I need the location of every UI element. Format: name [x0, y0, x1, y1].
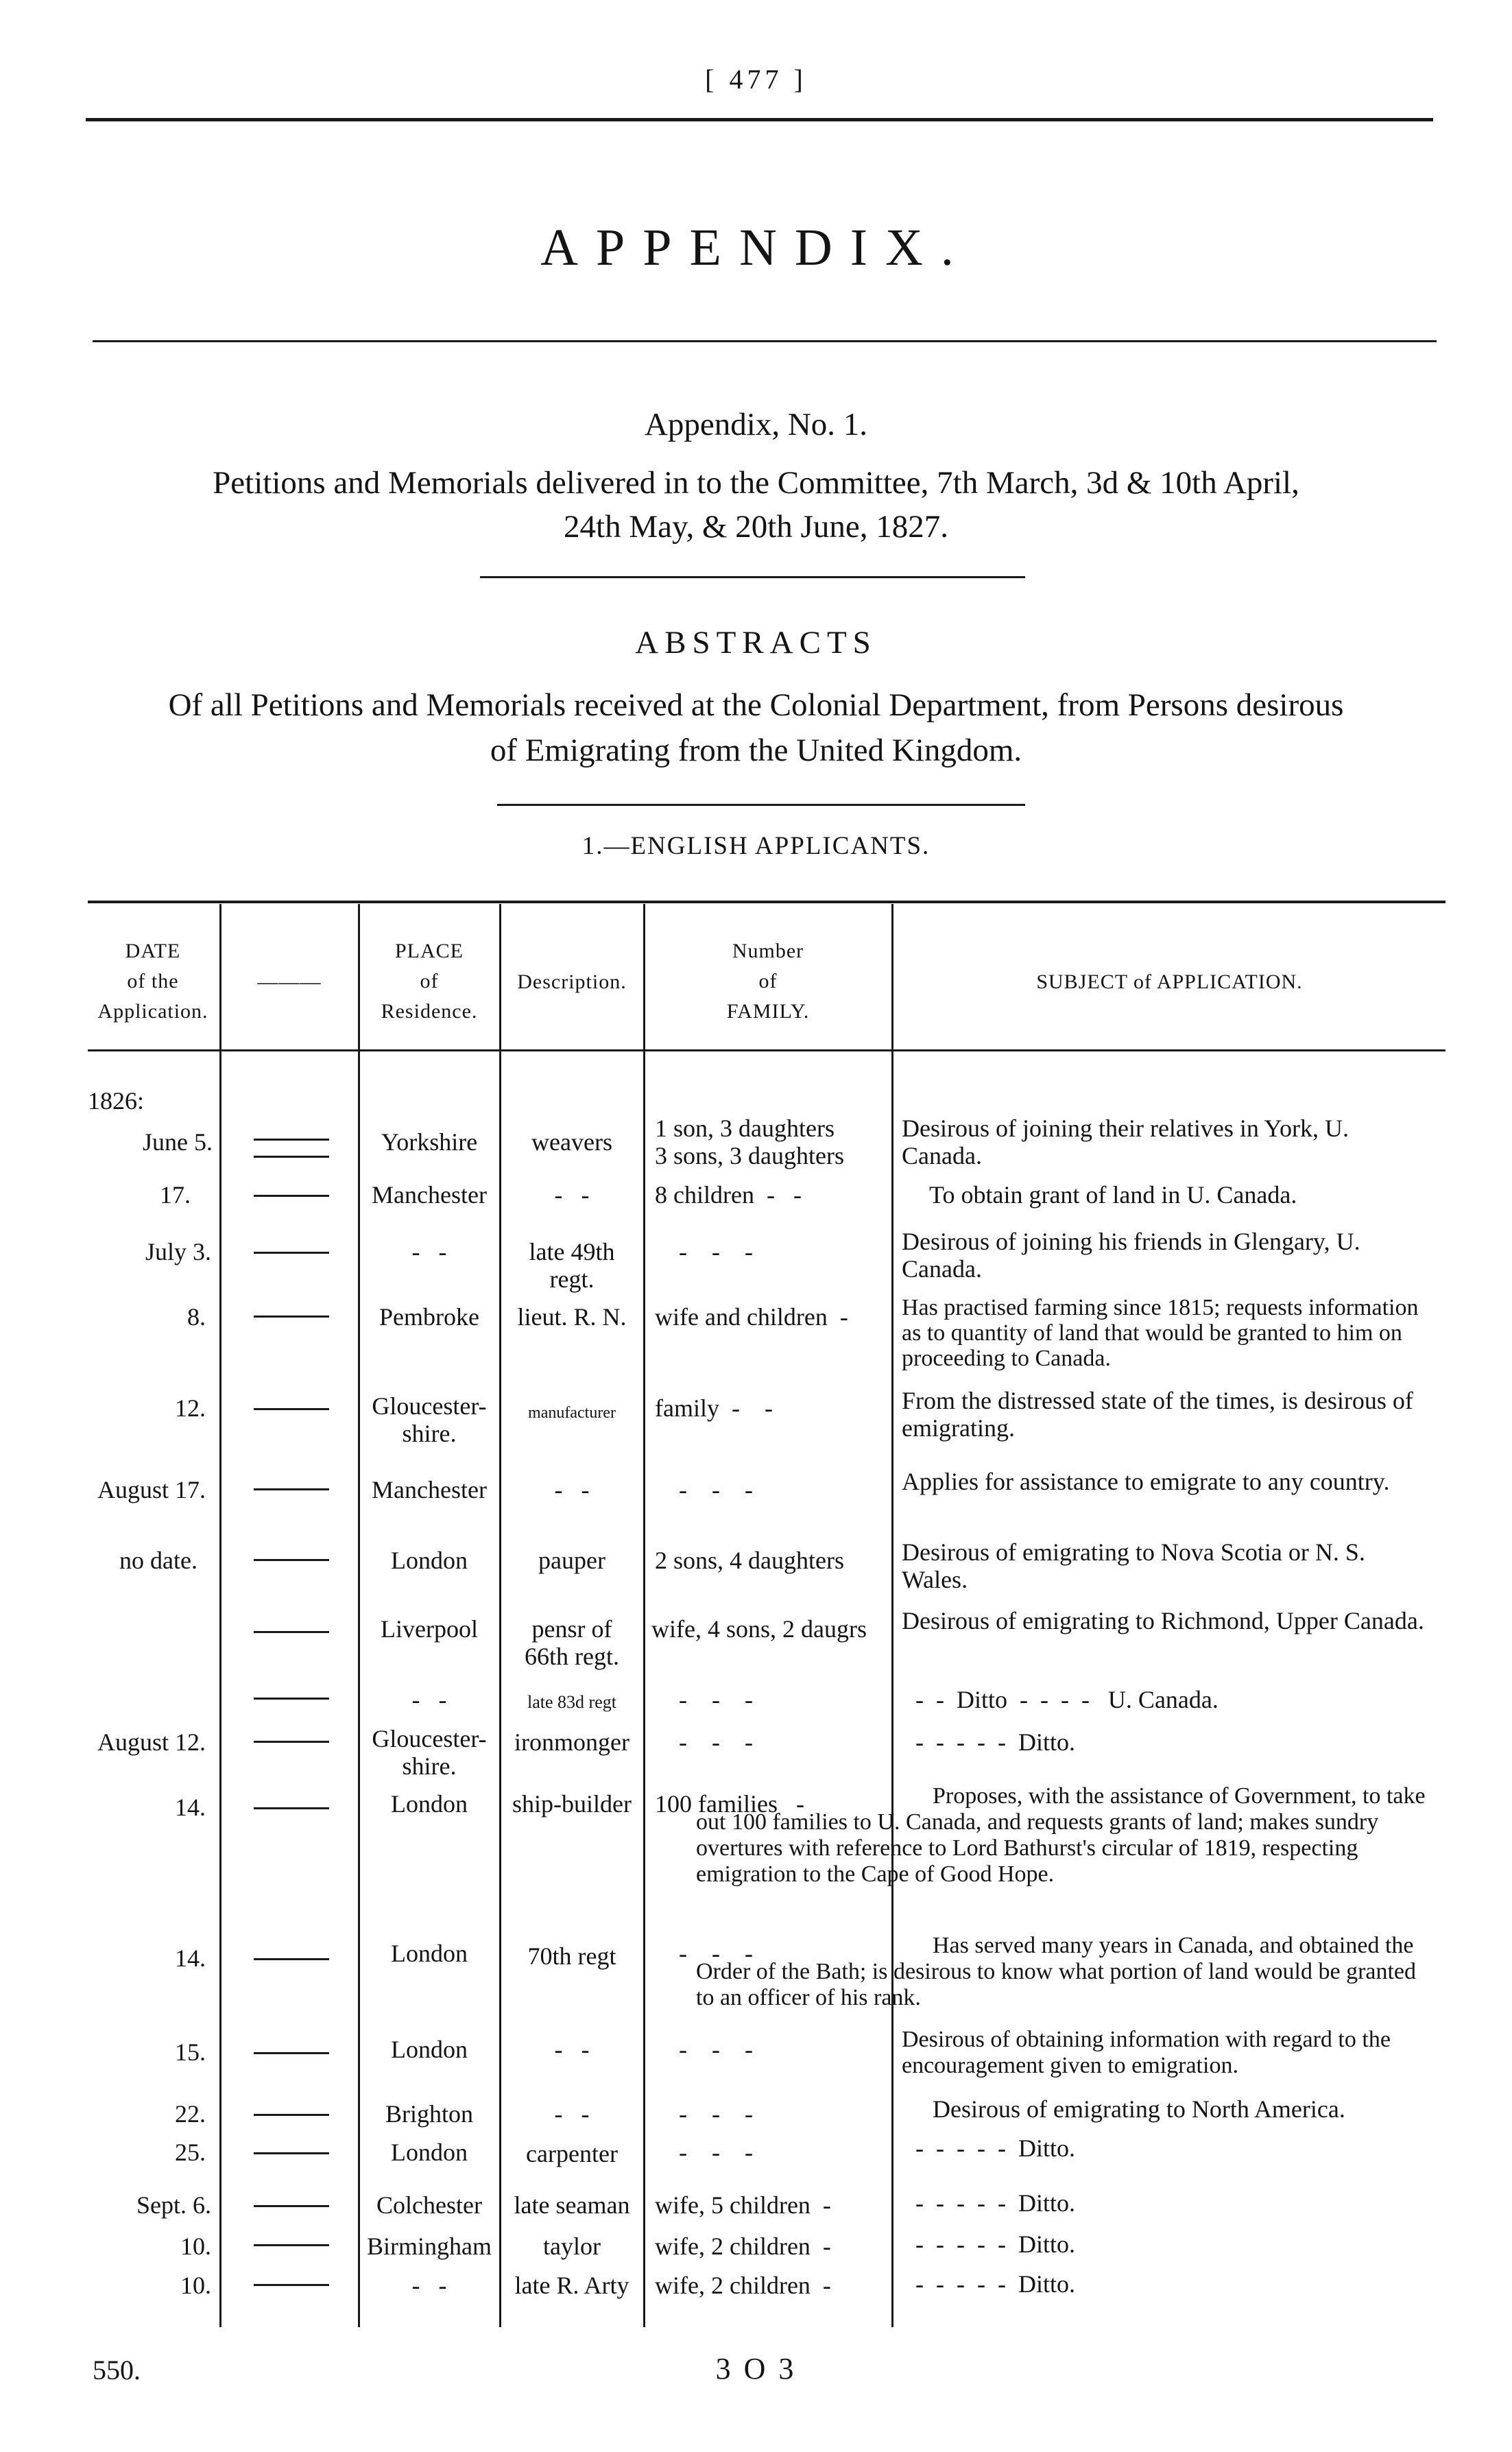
row-subject: - - - - - Ditto. [915, 1728, 1075, 1756]
row-subject: Desirous of emigrating to North America. [933, 2095, 1345, 2123]
row-subject: Desirous of joining his friends in Glengary, U. Canada. [902, 1228, 1360, 1283]
row-date: July 3. [145, 1238, 211, 1265]
row-blank-dash [254, 2205, 329, 2207]
page-number: [ 477 ] [705, 64, 807, 95]
row-date: August 12. [97, 1728, 206, 1756]
row-description: - - [554, 1476, 590, 1503]
row-place: Birmingham [367, 2233, 492, 2260]
row-family: wife, 5 children - [655, 2191, 831, 2219]
row-date: 10. [180, 2233, 211, 2260]
row-family: 8 children - - [655, 1181, 802, 1209]
row-blank-dash [254, 2052, 329, 2054]
row-place: London [391, 1940, 468, 1967]
title-rule [93, 340, 1437, 342]
row-family: - - - [679, 2036, 753, 2063]
row-place: - - [411, 1238, 447, 1265]
row-blank-dash [254, 2284, 329, 2286]
row-date: June 5. [143, 1128, 213, 1156]
row-family: - - - [679, 1476, 753, 1503]
row-blank-dash [254, 1698, 329, 1700]
row-description: late 49th regt. [529, 1238, 615, 1293]
row-date: August 17. [97, 1476, 206, 1503]
abstracts-description-line-1: Of all Petitions and Memorials received at the Colonial Department, from Persons desirous [168, 687, 1344, 723]
abstracts-rule [497, 804, 1025, 806]
header-family: Number of FAMILY. [726, 940, 810, 1023]
row-family: - - - [679, 2139, 753, 2166]
row-blank-dash [254, 1252, 329, 1254]
row-family: wife and children - [655, 1303, 848, 1331]
row-description: pauper [538, 1547, 605, 1574]
row-date: 22. [175, 2100, 206, 2128]
col-divider-5 [891, 904, 893, 2327]
row-subject: Has served many years in Canada, and obtained the Order of the Bath; is desirous to know what portion of land would be granted to an officer of his rank. [696, 1933, 1417, 2010]
appendix-subtitle-line-2: 24th May, & 20th June, 1827. [564, 509, 948, 545]
row-description: - - [554, 2036, 590, 2063]
row-date: 25. [175, 2139, 206, 2166]
appendix-subtitle-line-1: Petitions and Memorials delivered in to the Committee, 7th March, 3d & 10th April, [213, 465, 1299, 501]
row-blank-dash [254, 1807, 329, 1809]
abstracts-heading: ABSTRACTS [635, 625, 877, 660]
header-date: DATE of the Application. [97, 940, 208, 1023]
page-title: APPENDIX. [540, 219, 972, 276]
row-date: no date. [119, 1547, 197, 1574]
header-subject: SUBJECT of APPLICATION. [1036, 971, 1303, 993]
row-description: - - [554, 1181, 590, 1209]
row-blank-dash [254, 1741, 329, 1743]
row-place: London [391, 2139, 468, 2166]
col-divider-4 [643, 904, 645, 2327]
row-family: - - - [679, 2100, 753, 2128]
header-description: Description. [517, 971, 627, 993]
row-subject: To obtain grant of land in U. Canada. [929, 1181, 1297, 1209]
row-place: Pembroke [379, 1303, 479, 1331]
row-place: Brighton [385, 2100, 473, 2128]
row-description: lieut. R. N. [517, 1303, 627, 1331]
row-family: 2 sons, 4 daughters [655, 1547, 844, 1574]
row-subject: - - - - - Ditto. [915, 2134, 1075, 2162]
col-divider-1 [219, 904, 221, 2327]
abstracts-description-line-2: of Emigrating from the United Kingdom. [490, 733, 1022, 768]
year-label: 1826: [88, 1087, 145, 1115]
row-place: Manchester [372, 1181, 487, 1209]
row-family: 100 families - [655, 1790, 804, 1818]
row-family: wife, 2 children - [655, 2233, 831, 2260]
row-subject: - - - - - Ditto. [915, 2189, 1075, 2217]
row-blank-dash [254, 1139, 329, 1141]
row-description: pensr of 66th regt. [525, 1615, 619, 1670]
row-description: late 83d regt [527, 1692, 616, 1712]
row-date: 14. [175, 1794, 206, 1821]
row-family: - - - [679, 1238, 753, 1265]
row-description: carpenter [526, 2140, 618, 2167]
footer-signature: 3 O 3 [715, 2352, 797, 2385]
row-blank-dash [254, 1631, 329, 1633]
row-date: 10. [180, 2272, 211, 2299]
row-description: ironmonger [514, 1728, 629, 1756]
row-subject: - - - - - Ditto. [915, 2270, 1075, 2298]
row-family: - - - [679, 1940, 753, 1967]
row-date: 14. [175, 1944, 206, 1972]
row-subject: From the distressed state of the times, is desirous of emigrating. [902, 1387, 1413, 1442]
row-blank-dash [254, 1195, 329, 1197]
appendix-number: Appendix, No. 1. [644, 407, 868, 442]
row-place: Liverpool [381, 1615, 478, 1643]
row-date: 15. [175, 2038, 206, 2066]
row-description: late R. Arty [514, 2272, 629, 2299]
row-place: - - [411, 2272, 447, 2299]
row-blank-dash [254, 2114, 329, 2116]
row-blank-dash [254, 2244, 329, 2246]
row-subject: Desirous of joining their relatives in York, U. Canada. [902, 1115, 1349, 1169]
row-family: - - - [679, 1728, 753, 1756]
row-description: ship-builder [512, 1790, 632, 1818]
row-place: London [391, 2036, 468, 2063]
row-family: - - - [679, 1686, 753, 1713]
row-description: manufacturer [528, 1404, 616, 1422]
row-blank-dash [254, 1316, 329, 1318]
row-blank-dash [254, 2152, 329, 2154]
footer-left: 550. [93, 2355, 141, 2385]
header-blank: ——— [257, 971, 322, 993]
row-family: wife, 2 children - [655, 2272, 831, 2299]
table-header-rule [88, 1049, 1445, 1051]
row-place: London [391, 1547, 468, 1574]
row-place: Gloucester- shire. [372, 1392, 487, 1447]
row-place: - - [411, 1686, 447, 1713]
row-place: Gloucester- shire. [372, 1725, 487, 1780]
row-blank-dash [254, 1559, 329, 1561]
row-blank-dash [254, 1488, 329, 1490]
row-description: weavers [531, 1128, 612, 1156]
row-family: wife, 4 sons, 2 daugrs [651, 1615, 867, 1643]
row-date: 8. [187, 1303, 206, 1331]
row-blank-dash [254, 1156, 329, 1158]
row-subject: Desirous of emigrating to Richmond, Upper Canada. [902, 1607, 1424, 1634]
row-family: 1 son, 3 daughters 3 sons, 3 daughters [655, 1115, 844, 1169]
table-top-rule [88, 901, 1445, 903]
row-subject: Has practised farming since 1815; requests information as to quantity of land that would be granted to him on proceeding to Canada. [902, 1295, 1419, 1371]
abstracts-description [69, 682, 1443, 773]
row-description: taylor [543, 2233, 601, 2260]
row-description: late seaman [514, 2191, 630, 2219]
row-subject: Desirous of emigrating to Nova Scotia or N. S. Wales. [902, 1538, 1365, 1593]
row-place: Manchester [372, 1476, 487, 1503]
header-place: PLACE of Residence. [381, 940, 478, 1023]
appendix-subtitle [69, 461, 1443, 549]
top-rule [86, 118, 1433, 121]
row-subject: Applies for assistance to emigrate to any country. [902, 1468, 1390, 1495]
row-place: Yorkshire [381, 1128, 478, 1156]
row-subject: Desirous of obtaining information with regard to the encouragement given to emigration. [902, 2027, 1391, 2078]
row-description: - - [554, 2100, 590, 2128]
row-description: 70th regt [527, 1942, 616, 1970]
row-date: 12. [175, 1394, 206, 1422]
row-family: family - - [655, 1394, 773, 1422]
row-date: Sept. 6. [136, 2191, 211, 2219]
row-blank-dash [254, 1408, 329, 1410]
row-subject: Proposes, with the assistance of Government, to take out 100 families to U. Canada, and requests grants of land; makes sundry overtures with reference to Lord Bathurst's circular of 1819, respecting emigration to the Cape of Good Hope. [696, 1783, 1426, 1887]
row-subject: - - Ditto - - - - U. Canada. [915, 1686, 1219, 1713]
row-subject: - - - - - Ditto. [915, 2230, 1075, 2258]
row-blank-dash [254, 1958, 329, 1960]
section-heading: 1.—ENGLISH APPLICANTS. [581, 832, 931, 860]
subtitle-rule [480, 576, 1025, 578]
row-date: 17. [160, 1181, 191, 1209]
row-place: London [391, 1790, 468, 1818]
row-place: Colchester [376, 2191, 482, 2219]
